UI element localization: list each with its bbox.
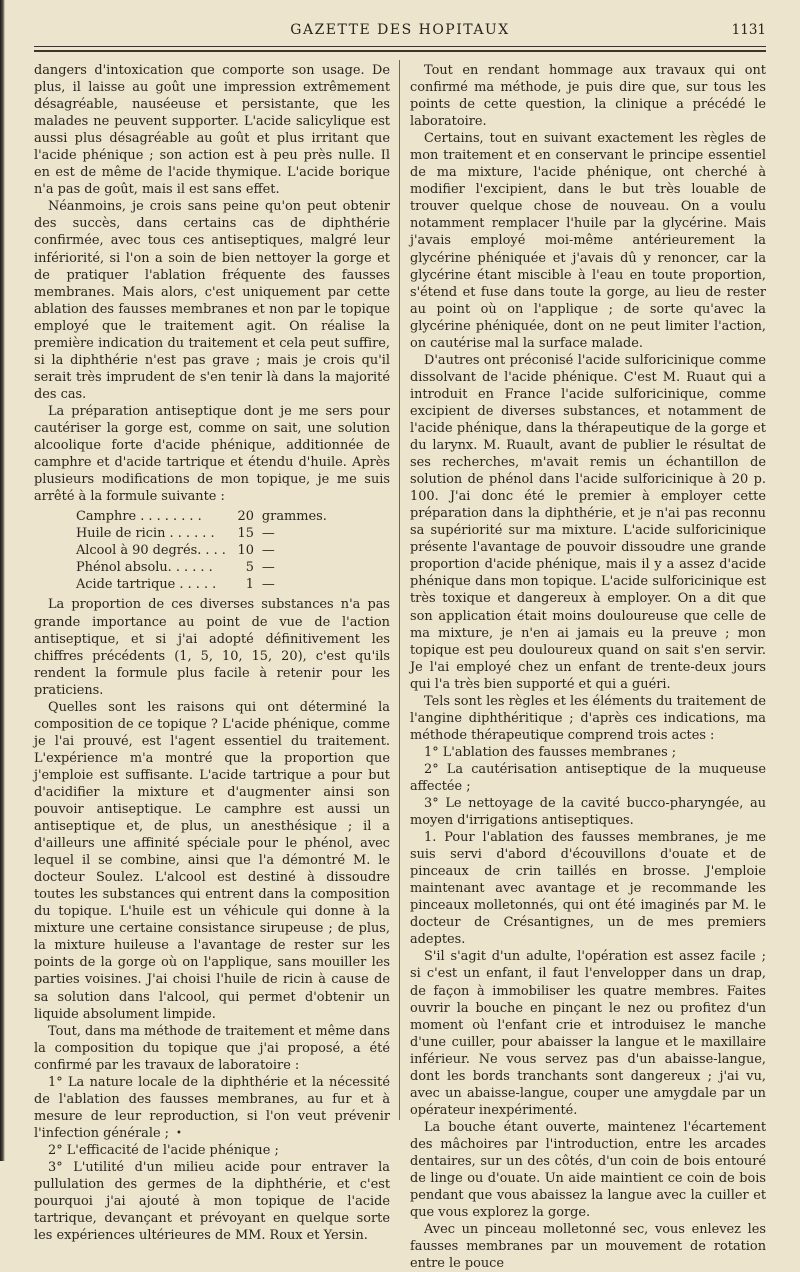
list-item: 2° La cautérisation antiseptique de la muqueuse affectée ; xyxy=(410,761,766,794)
ingredient-quantity: 10 xyxy=(237,543,254,559)
page-number: 1131 xyxy=(731,22,766,38)
paragraph: Tout, dans ma méthode de traitement et même dans la composition du topique que j'ai proposé, a été confirmé par les travaux de laboratoire : xyxy=(34,1023,390,1073)
list-item: 1° L'ablation des fausses membranes ; xyxy=(424,744,677,760)
ingredient-unit: — xyxy=(261,577,275,593)
paragraph: Certains, tout en suivant exactement les règles de mon traitement et en conservant le principe essentiel de ma mixture, l'acide phénique, ont cherché à modifier l'excipient, dans le but très louable de trouver quelque chose de nouveau. On a voulu notamment remplacer l'huile par la glycérine. Mais j'avais employé moi-même antérieurement la glycérine phéniquée et j'avais dû y renoncer, car la glycérine étant miscible à l'eau en toute proportion, s'étend et fuse dans toute la gorge, au lieu de rester au point où on l'applique ; de sorte qu'avec la glycérine phéniquée, dont on ne peut limiter l'action, on cautérise mal la surface malade. xyxy=(410,131,766,351)
formula-row xyxy=(76,559,327,576)
formula-row xyxy=(76,576,327,593)
paragraph: La proportion de ces diverses substances n'a pas grande importance au point de vue de l'action antiseptique, et si j'ai adopté définitivement les chiffres précédents (1, 5, 10, 15, 20), c'est qu'ils rendent la formule plus facile à retenir pour les praticiens. xyxy=(34,597,390,698)
ingredient-quantity: 20 xyxy=(237,509,254,525)
formula-row xyxy=(76,542,327,559)
ingredient-name: Phénol absolu. . . . . . xyxy=(76,560,213,576)
paragraph: Quelles sont les raisons qui ont déterminé la composition de ce topique ? L'acide phénique, comme je l'ai prouvé, est l'agent essentiel du traitement. L'expérience m'a montré que la proportion que j'emploie est suffisante. L'acide tartrique a pour but d'acidifier la mixture et d'augmenter ainsi son pouvoir antiseptique. Le camphre est aussi un antiseptique et, de plus, un anesthésique ; il a d'ailleurs une affinité spéciale pour le phénol, avec lequel il se combine, ainsi que l'a démontré M. le docteur Soulez. L'alcool est destiné à dissoudre toutes les substances qui entrent dans la composition du topique. L'huile est un véhicule qui donne à la mixture une certaine consistance sirupeuse ; de plus, la mixture huileuse a l'avantage de rester sur les points de la gorge où on l'applique, sans mouiller les parties voisines. J'ai choisi l'huile de ricin à cause de sa solution dans l'alcool, qui permet d'obtenir un liquide absolument limpide. xyxy=(34,699,390,1022)
running-title: GAZETTE DES HOPITAUX xyxy=(290,22,510,38)
list-item: 1° La nature locale de la diphthérie et la nécessité de l'ablation des fausses membranes, au fur et à mesure de leur reproduction, si l'on veut prévenir l'infection générale ; xyxy=(34,1074,390,1141)
ingredient-unit: — xyxy=(261,543,275,559)
header-rule-thick xyxy=(34,50,766,52)
ingredient-unit: grammes. xyxy=(261,509,327,525)
paragraph: La bouche étant ouverte, maintenez l'écartement des mâchoires par l'introduction, entre les arcades dentaires, sur un des côtés, d'un coin de bois entouré de linge ou d'ouate. Un aide maintient ce coin de bois pendant que vous abaissez la langue avec la cuiller et que vous explorez la gorge. xyxy=(410,1119,766,1221)
paragraph: La préparation antiseptique dont je me sers pour cautériser la gorge est, comme on sait, une solution alcoolique forte d'acide phénique, additionnée de camphre et d'acide tartrique et étendu d'huile. Après plusieurs modifications de mon topique, je me suis arrêté à la formule suivante : xyxy=(34,403,390,505)
ingredient-name: Acide tartrique . . . . . xyxy=(76,577,217,593)
paragraph: dangers d'intoxication que comporte son usage. De plus, il laisse au goût une impression extrêmement désagréable, nauséeuse et persistante, que les malades ne peuvent supporter. L'acide salicylique est aussi plus désagréable au goût et plus irritant que l'acide phénique ; son action est à peu près nulle. Il en est de même de l'acide thymique. L'acide borique n'a pas de goût, mais il est sans effet. xyxy=(34,63,390,198)
ingredient-quantity: 5 xyxy=(245,560,254,576)
ingredient-quantity: 15 xyxy=(237,526,254,542)
paragraph: 1. Pour l'ablation des fausses membranes, je me suis servi d'abord d'écouvillons d'ouate et de pinceaux de crin taillés en brosse. J'emploie maintenant avec avantage et je recommande les pinceaux molletonnés, qui ont été imaginés par M. le docteur de Crésantignes, un de mes premiers adeptes. xyxy=(410,830,766,948)
formula-row xyxy=(76,508,327,525)
paragraph: Avec un pinceau molletonné sec, vous enlevez les fausses membranes par un mouvement de rotation entre le pouce xyxy=(410,1222,766,1272)
list-item: 2° L'efficacité de l'acide phénique ; xyxy=(48,1142,279,1158)
formula-row xyxy=(76,525,327,542)
ingredient-unit: — xyxy=(261,526,275,542)
page-header xyxy=(34,22,766,42)
paragraph: Tels sont les règles et les éléments du traitement de l'angine diphthéritique ; d'après ces indications, ma méthode thérapeutique comprend trois actes : xyxy=(410,693,766,743)
footer-mark: • xyxy=(176,1128,182,1139)
ingredient-quantity: 1 xyxy=(245,577,254,593)
paragraph: Tout en rendant hommage aux travaux qui ont confirmé ma méthode, je puis dire que, sur tous les points de cette question, la clinique a précédé le laboratoire. xyxy=(410,63,766,130)
paragraph: S'il s'agit d'un adulte, l'opération est assez facile ; si c'est un enfant, il faut l'envelopper dans un drap, de façon à immobiliser les quatre membres. Faites ouvrir la bouche en pinçant le nez ou profitez d'un moment où l'enfant crie et introduisez le manche d'une cuiller, pour abaisser la langue et le maxillaire inférieur. Ne vous servez pas d'un abaisse-langue, dont les bords tranchants sont dangereux ; j'ai vu, avec un abaisse-langue, couper une amygdale par un opérateur inexpérimenté. xyxy=(410,949,766,1118)
column-divider xyxy=(399,60,400,1120)
paragraph: Néanmoins, je crois sans peine qu'on peut obtenir des succès, dans certains cas de diphthérie confirmée, avec tous ces antiseptiques, malgré leur infériorité, si l'on a soin de bien nettoyer la gorge et de pratiquer l'ablation fréquente des fausses membranes. Mais alors, c'est uniquement par cette ablation des fausses membranes et non par le topique employé que le traitement agit. On réalise la première indication du traitement et cela peut suffire, si la diphthérie n'est pas grave ; mais je crois qu'il serait très imprudent de s'en tenir là dans la majorité des cas. xyxy=(34,199,390,402)
left-column xyxy=(34,62,390,1244)
list-item: 3° L'utilité d'un milieu acide pour entraver la pullulation des germes de la diphthérie, et c'est pourquoi j'ai ajouté à mon topique de l'acide tartrique, devançant et prévoyant en quelque sorte les expériences ultérieures de MM. Roux et Yersin. xyxy=(34,1160,390,1244)
right-column xyxy=(410,62,766,1272)
ingredient-name: Camphre . . . . . . . . xyxy=(76,509,202,525)
paragraph: D'autres ont préconisé l'acide sulforicinique comme dissolvant de l'acide phénique. C'est M. Ruaut qui a introduit en France l'acide sulforicinique, comme excipient de diverses substances, et notamment de l'acide phénique, dans la thérapeutique de la gorge et du larynx. M. Ruault, avant de publier le résultat de ses recherches, m'avait remis un échantillon de solution de phénol dans l'acide sulforicinique à 20 p. 100. J'ai donc été le premier à employer cette préparation dans la diphthérie, et je n'ai pas reconnu sa supériorité sur ma mixture. L'acide sulforicinique présente l'avantage de pouvoir dissoudre une grande proportion d'acide phénique, mais il y a assez d'acide phénique dans mon topique. L'acide sulforicinique est très toxique et dangereux à employer. On a dit que son application était moins douloureuse que celle de ma mixture, je n'en ai jamais eu la preuve ; mon topique est peu douloureux quand on sait s'en servir. Je l'ai employé chez un enfant de trente-deux jours qui l'a très bien supporté et qui a guéri. xyxy=(410,352,766,692)
page-binding-edge xyxy=(0,0,5,1161)
header-rule-thin xyxy=(34,46,766,47)
ingredient-name: Alcool à 90 degrés. . . . xyxy=(76,543,226,559)
ingredient-unit: — xyxy=(261,560,275,576)
formula-table xyxy=(76,508,327,593)
list-item: 3° Le nettoyage de la cavité bucco-pharyngée, au moyen d'irrigations antiseptiques. xyxy=(410,796,766,829)
ingredient-name: Huile de ricin . . . . . . xyxy=(76,526,215,542)
